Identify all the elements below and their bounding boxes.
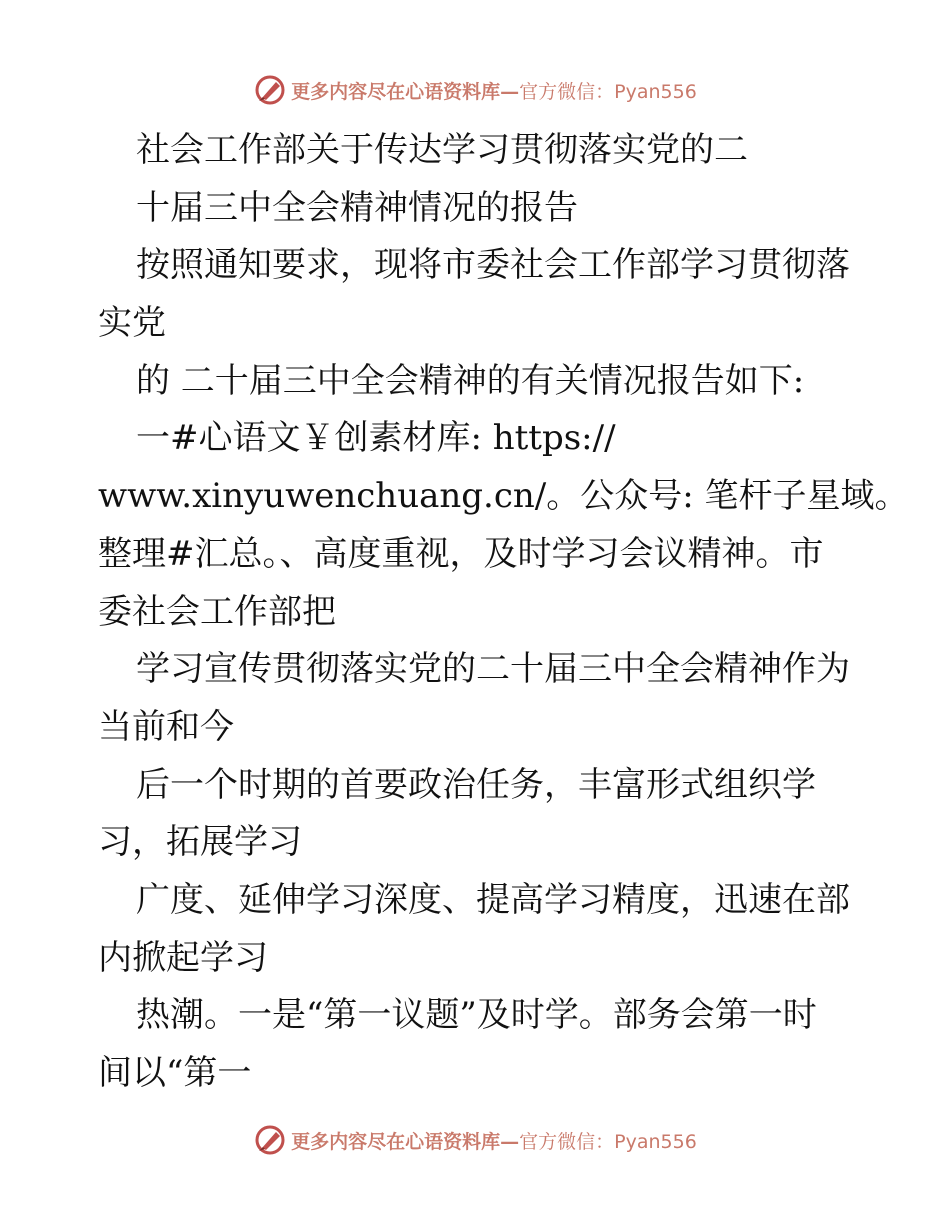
document-line: 委社会工作部把 <box>98 591 336 632</box>
document-line: 社会工作部关于传达学习贯彻落实党的二 <box>136 130 748 170</box>
document-line: 按照通知要求，现将市委社会工作部学习贯彻落 <box>136 245 850 286</box>
document-line: 当前和今 <box>98 706 234 747</box>
document-line: 广度、延伸学习深度、提高学习精度，迅速在部 <box>136 879 850 920</box>
document-line: 热潮。一是“第一议题”及时学。部务会第一时 <box>136 995 817 1036</box>
document-line: 习，拓展学习 <box>98 822 302 863</box>
document-line: 十届三中全会精神情况的报告 <box>136 187 578 228</box>
document-line: 的 二十届三中全会精神的有关情况报告如下: <box>136 360 805 401</box>
document-line: 一#心语文￥创素材库: https:// <box>136 418 616 459</box>
watermark-text: 更多内容尽在心语资料库—官方微信：Pyan556 <box>291 80 697 103</box>
document-line: 实党 <box>98 303 166 344</box>
document-line: 学习宣传贯彻落实党的二十届三中全会精神作为 <box>136 649 850 690</box>
brand-logo-icon <box>253 73 287 107</box>
document-body <box>98 122 909 1103</box>
document-line: 内掀起学习 <box>98 937 268 978</box>
footer-watermark <box>0 1120 950 1160</box>
document-line: 整理#汇总。、高度重视，及时学习会议精神。市 <box>98 533 824 574</box>
document-line: www.xinyuwenchuang.cn/。公众号: 笔杆子星域。 <box>98 476 909 517</box>
document-line: 间以“第一 <box>98 1053 252 1093</box>
header-watermark <box>0 70 950 110</box>
brand-logo-icon <box>253 1123 287 1157</box>
watermark-text: 更多内容尽在心语资料库—官方微信：Pyan556 <box>291 1130 697 1153</box>
document-line: 后一个时期的首要政治任务，丰富形式组织学 <box>136 764 816 805</box>
